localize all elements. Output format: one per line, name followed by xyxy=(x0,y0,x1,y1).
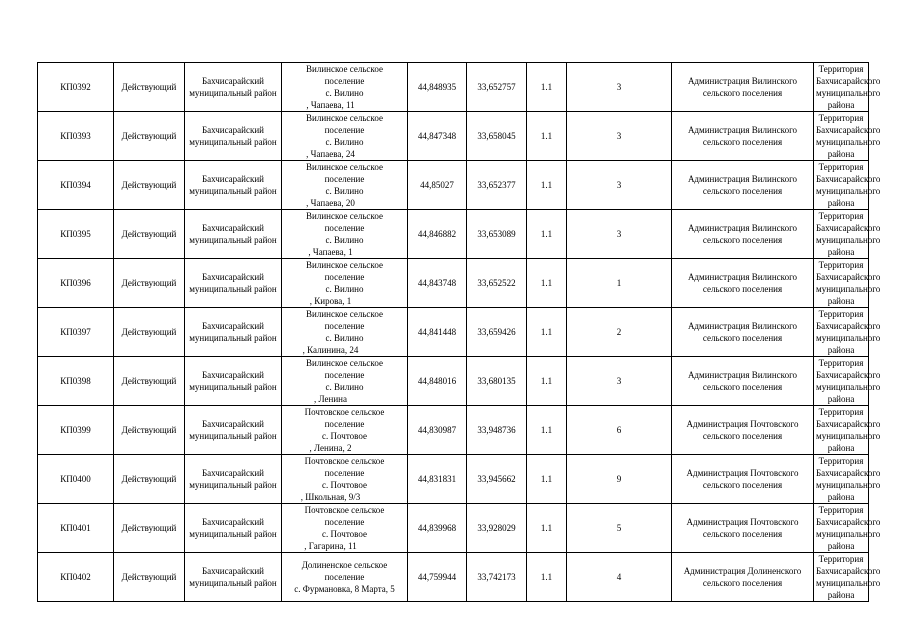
address-line: , Ленина, 2 xyxy=(309,443,352,453)
point-code-cell: КП0392 xyxy=(38,63,114,112)
district-cell: Бахчисарайский муниципальный район xyxy=(185,63,282,112)
address-line: , Калинина, 24 xyxy=(302,345,359,355)
territory-cell: Территория Бахчисарайского муниципального района xyxy=(814,63,869,112)
longitude-cell: 33,658045 xyxy=(467,112,527,161)
registry-table-body xyxy=(38,63,881,602)
table-row xyxy=(38,455,869,504)
status-cell: Действующий xyxy=(114,406,185,455)
point-code-cell: КП0402 xyxy=(38,553,114,602)
container-count-cell: 2 xyxy=(567,308,672,357)
address-cell xyxy=(282,308,408,357)
district-cell: Бахчисарайский муниципальный район xyxy=(185,455,282,504)
container-count-cell: 4 xyxy=(567,553,672,602)
address-cell xyxy=(282,161,408,210)
address-line: Долиненское сельское xyxy=(301,560,388,570)
administration-cell: Администрация Почтовского сельского поселения xyxy=(672,455,814,504)
address-line: с. Вилино xyxy=(325,186,364,196)
table-row xyxy=(38,259,869,308)
point-code-cell: КП0401 xyxy=(38,504,114,553)
territory-cell: Территория Бахчисарайского муниципального района xyxy=(814,504,869,553)
address-line: Вилинское сельское xyxy=(306,260,383,270)
address-line: , Гагарина, 11 xyxy=(304,541,357,551)
address-line: с. Вилино xyxy=(325,235,364,245)
address-line: поселение xyxy=(324,419,365,429)
container-count-cell: 1 xyxy=(567,259,672,308)
point-code-cell: КП0393 xyxy=(38,112,114,161)
table-row xyxy=(38,161,869,210)
status-cell: Действующий xyxy=(114,553,185,602)
territory-cell: Территория Бахчисарайского муниципального района xyxy=(814,455,869,504)
point-code-cell: КП0394 xyxy=(38,161,114,210)
status-cell: Действующий xyxy=(114,210,185,259)
address-line: , Кирова, 1 xyxy=(309,296,352,306)
table-row xyxy=(38,308,869,357)
category-cell: 1.1 xyxy=(527,259,567,308)
address-line: , Чапаева, 24 xyxy=(306,149,355,159)
address-cell xyxy=(282,504,408,553)
territory-cell: Территория Бахчисарайского муниципального района xyxy=(814,112,869,161)
administration-cell: Администрация Вилинского сельского поселения xyxy=(672,259,814,308)
container-count-cell: 3 xyxy=(567,357,672,406)
container-count-cell: 3 xyxy=(567,161,672,210)
district-cell: Бахчисарайский муниципальный район xyxy=(185,161,282,210)
address-line: Вилинское сельское xyxy=(306,113,383,123)
address-line: , Чапаева, 20 xyxy=(306,198,355,208)
registry-table xyxy=(37,62,881,602)
address-line: поселение xyxy=(324,572,365,582)
address-line: Почтовское сельское xyxy=(304,407,385,417)
administration-cell: Администрация Вилинского сельского поселения xyxy=(672,357,814,406)
address-line: с. Фурмановка, 8 Марта, 5 xyxy=(294,584,395,594)
longitude-cell: 33,652522 xyxy=(467,259,527,308)
address-line: поселение xyxy=(324,125,365,135)
container-count-cell: 5 xyxy=(567,504,672,553)
point-code-cell: КП0397 xyxy=(38,308,114,357)
latitude-cell: 44,759944 xyxy=(408,553,467,602)
longitude-cell: 33,680135 xyxy=(467,357,527,406)
address-line: , Чапаева, 11 xyxy=(306,100,355,110)
category-cell: 1.1 xyxy=(527,455,567,504)
point-code-cell: КП0396 xyxy=(38,259,114,308)
latitude-cell: 44,848935 xyxy=(408,63,467,112)
latitude-cell: 44,841448 xyxy=(408,308,467,357)
address-line: поселение xyxy=(324,321,365,331)
category-cell: 1.1 xyxy=(527,112,567,161)
latitude-cell: 44,85027 xyxy=(408,161,467,210)
address-line: поселение xyxy=(324,272,365,282)
address-cell xyxy=(282,406,408,455)
district-cell: Бахчисарайский муниципальный район xyxy=(185,406,282,455)
territory-cell: Территория Бахчисарайского муниципального района xyxy=(814,406,869,455)
address-line: поселение xyxy=(324,370,365,380)
longitude-cell: 33,652757 xyxy=(467,63,527,112)
status-cell: Действующий xyxy=(114,308,185,357)
address-line: , Ленина xyxy=(314,394,347,404)
address-line: Вилинское сельское xyxy=(306,211,383,221)
administration-cell: Администрация Вилинского сельского поселения xyxy=(672,161,814,210)
administration-cell: Администрация Вилинского сельского поселения xyxy=(672,112,814,161)
district-cell: Бахчисарайский муниципальный район xyxy=(185,553,282,602)
district-cell: Бахчисарайский муниципальный район xyxy=(185,112,282,161)
status-cell: Действующий xyxy=(114,455,185,504)
status-cell: Действующий xyxy=(114,161,185,210)
container-count-cell: 3 xyxy=(567,112,672,161)
longitude-cell: 33,652377 xyxy=(467,161,527,210)
address-cell xyxy=(282,553,408,602)
latitude-cell: 44,847348 xyxy=(408,112,467,161)
address-line: , Чапаева, 1 xyxy=(308,247,353,257)
district-cell: Бахчисарайский муниципальный район xyxy=(185,357,282,406)
address-line: с. Вилино xyxy=(325,382,364,392)
address-cell xyxy=(282,63,408,112)
address-line: Вилинское сельское xyxy=(306,64,383,74)
address-cell xyxy=(282,112,408,161)
address-line: поселение xyxy=(324,174,365,184)
address-line: поселение xyxy=(324,517,365,527)
status-cell: Действующий xyxy=(114,504,185,553)
category-cell: 1.1 xyxy=(527,161,567,210)
address-cell xyxy=(282,259,408,308)
territory-cell: Территория Бахчисарайского муниципального района xyxy=(814,210,869,259)
address-line: Почтовское сельское xyxy=(304,456,385,466)
address-line: поселение xyxy=(324,223,365,233)
status-cell: Действующий xyxy=(114,63,185,112)
territory-cell: Территория Бахчисарайского муниципального района xyxy=(814,259,869,308)
longitude-cell: 33,659426 xyxy=(467,308,527,357)
address-line: с. Вилино xyxy=(325,333,364,343)
address-line: Вилинское сельское xyxy=(306,358,383,368)
container-count-cell: 3 xyxy=(567,63,672,112)
table-row xyxy=(38,553,869,602)
district-cell: Бахчисарайский муниципальный район xyxy=(185,259,282,308)
table-row xyxy=(38,357,869,406)
latitude-cell: 44,830987 xyxy=(408,406,467,455)
point-code-cell: КП0399 xyxy=(38,406,114,455)
district-cell: Бахчисарайский муниципальный район xyxy=(185,308,282,357)
address-line: с. Вилино xyxy=(325,284,364,294)
address-line: поселение xyxy=(324,76,365,86)
address-line: с. Почтовое xyxy=(322,529,367,539)
territory-cell: Территория Бахчисарайского муниципального района xyxy=(814,308,869,357)
category-cell: 1.1 xyxy=(527,406,567,455)
longitude-cell: 33,948736 xyxy=(467,406,527,455)
address-line: Почтовское сельское xyxy=(304,505,385,515)
address-line: с. Почтовое xyxy=(322,431,367,441)
point-code-cell: КП0395 xyxy=(38,210,114,259)
address-cell xyxy=(282,357,408,406)
container-count-cell: 3 xyxy=(567,210,672,259)
administration-cell: Администрация Долиненского сельского поселения xyxy=(672,553,814,602)
container-count-cell: 6 xyxy=(567,406,672,455)
point-code-cell: КП0398 xyxy=(38,357,114,406)
administration-cell: Администрация Вилинского сельского поселения xyxy=(672,210,814,259)
district-cell: Бахчисарайский муниципальный район xyxy=(185,210,282,259)
category-cell: 1.1 xyxy=(527,210,567,259)
address-line: с. Вилино xyxy=(325,88,364,98)
administration-cell: Администрация Почтовского сельского поселения xyxy=(672,504,814,553)
latitude-cell: 44,839968 xyxy=(408,504,467,553)
address-cell xyxy=(282,210,408,259)
status-cell: Действующий xyxy=(114,259,185,308)
status-cell: Действующий xyxy=(114,357,185,406)
administration-cell: Администрация Вилинского сельского поселения xyxy=(672,308,814,357)
category-cell: 1.1 xyxy=(527,357,567,406)
address-line: , Школьная, 9/3 xyxy=(300,492,361,502)
longitude-cell: 33,742173 xyxy=(467,553,527,602)
point-code-cell: КП0400 xyxy=(38,455,114,504)
category-cell: 1.1 xyxy=(527,553,567,602)
longitude-cell: 33,945662 xyxy=(467,455,527,504)
category-cell: 1.1 xyxy=(527,504,567,553)
table-row xyxy=(38,210,869,259)
address-line: с. Вилино xyxy=(325,137,364,147)
territory-cell: Территория Бахчисарайского муниципального района xyxy=(814,553,869,602)
address-line: поселение xyxy=(324,468,365,478)
address-line: с. Почтовое xyxy=(322,480,367,490)
latitude-cell: 44,843748 xyxy=(408,259,467,308)
latitude-cell: 44,846882 xyxy=(408,210,467,259)
administration-cell: Администрация Почтовского сельского поселения xyxy=(672,406,814,455)
category-cell: 1.1 xyxy=(527,308,567,357)
latitude-cell: 44,831831 xyxy=(408,455,467,504)
longitude-cell: 33,928029 xyxy=(467,504,527,553)
table-row xyxy=(38,504,869,553)
table-row xyxy=(38,63,869,112)
address-cell xyxy=(282,455,408,504)
district-cell: Бахчисарайский муниципальный район xyxy=(185,504,282,553)
address-line: Вилинское сельское xyxy=(306,309,383,319)
territory-cell: Территория Бахчисарайского муниципального района xyxy=(814,357,869,406)
territory-cell: Территория Бахчисарайского муниципального района xyxy=(814,161,869,210)
table-row xyxy=(38,112,869,161)
administration-cell: Администрация Вилинского сельского поселения xyxy=(672,63,814,112)
address-line: Вилинское сельское xyxy=(306,162,383,172)
longitude-cell: 33,653089 xyxy=(467,210,527,259)
status-cell: Действующий xyxy=(114,112,185,161)
container-count-cell: 9 xyxy=(567,455,672,504)
category-cell: 1.1 xyxy=(527,63,567,112)
latitude-cell: 44,848016 xyxy=(408,357,467,406)
table-row xyxy=(38,406,869,455)
